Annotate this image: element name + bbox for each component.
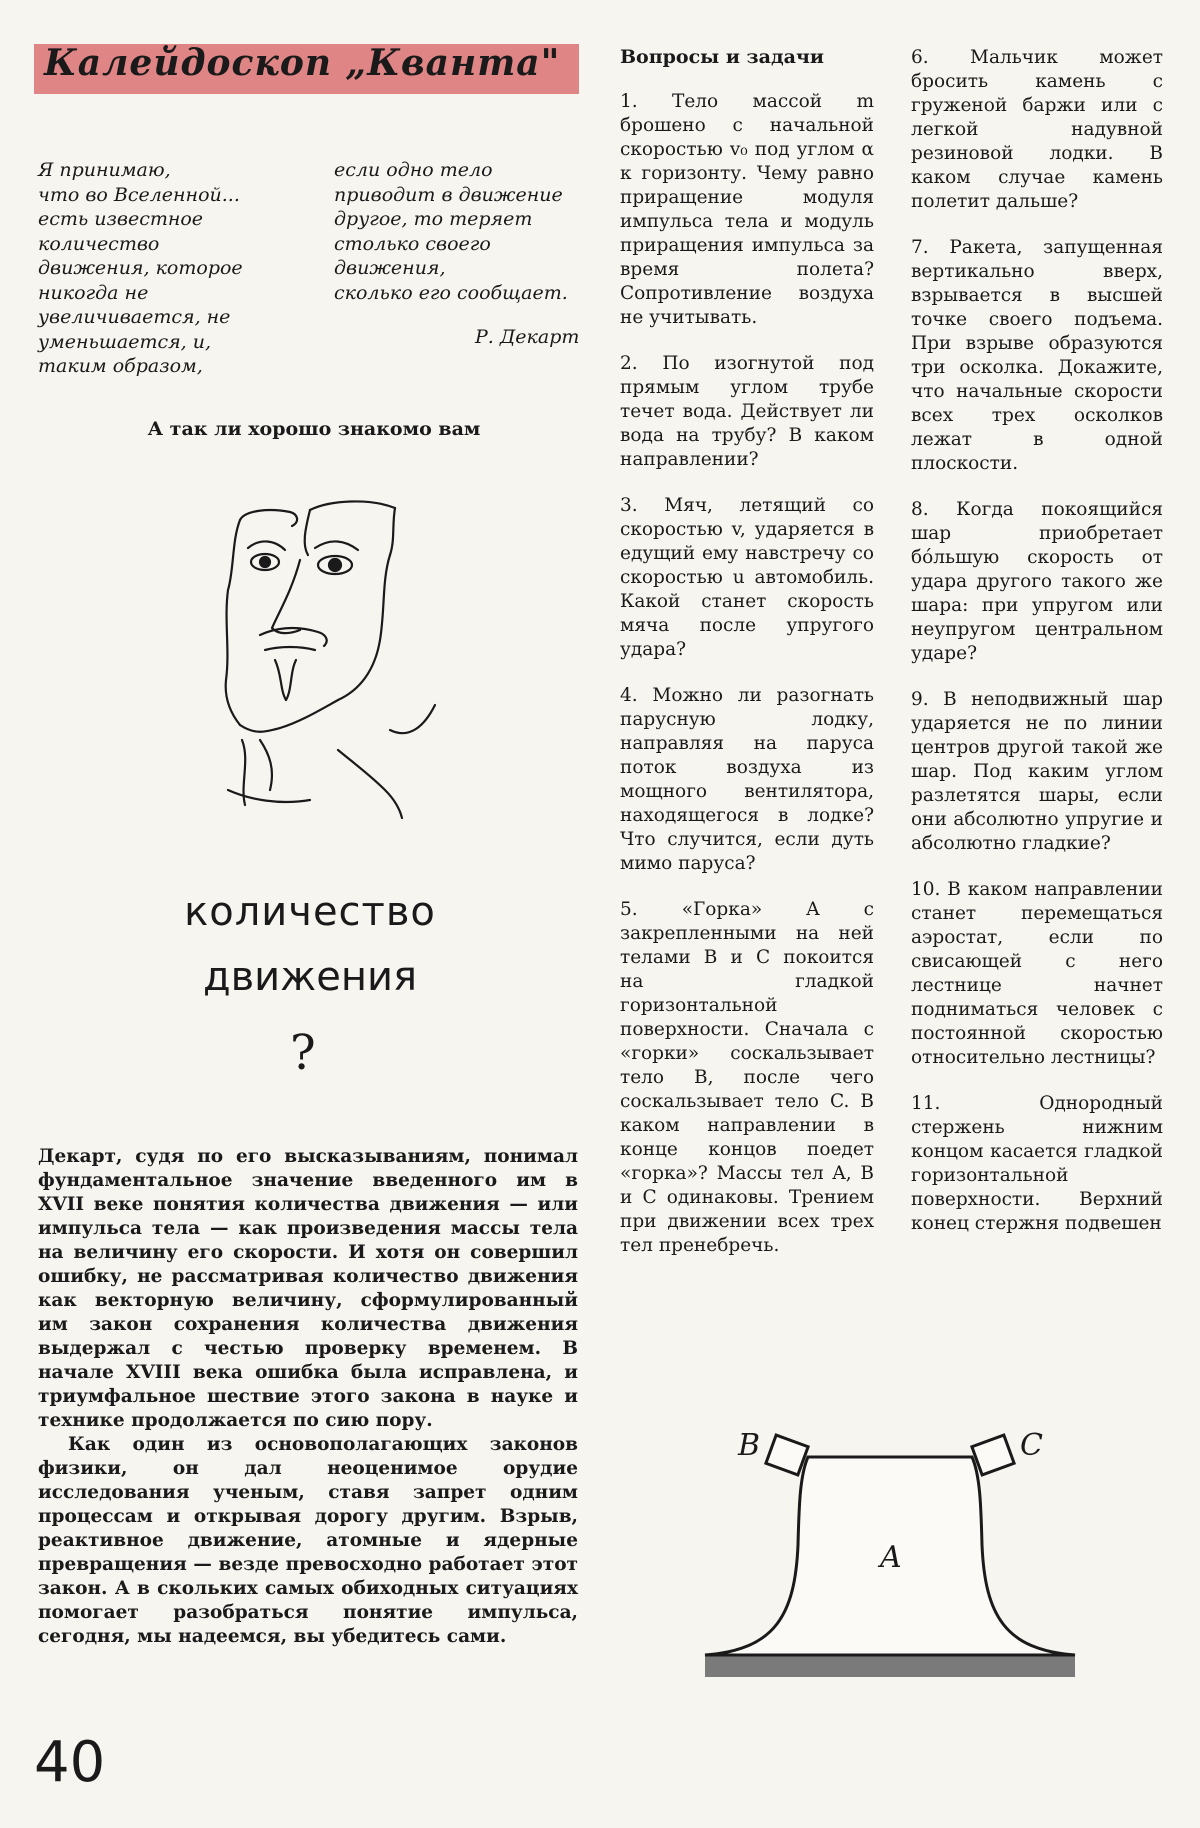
epigraph-line: сколько его сообщает.: [334, 281, 568, 304]
question-item: 9. В неподвижный шар ударяется не по линии центров другой такой же шар. Под каким углом разлетятся шары, если они абсолютно упругие и абсолютно гладкие?: [911, 689, 1163, 854]
epigraph-line: никогда не: [38, 281, 149, 304]
questions-column-3: [911, 46, 1163, 1258]
question-item: 1. Тело массой m брошено с начальной скоростью v₀ под углом α к горизонту. Чему равно приращение модуля импульса тела и модуль приращения импульса за время полета? Сопротивление воздуха не учитывать.: [620, 91, 874, 328]
question-item: 2. По изогнутой под прямым углом трубе течет вода. Действует ли вода на трубу? В каком направлении?: [620, 353, 874, 470]
epigraph-line: количество: [38, 232, 160, 255]
label-c: C: [1020, 1428, 1043, 1463]
epigraph-line: движения, которое: [38, 257, 243, 279]
title-line-2: движения: [202, 954, 418, 1000]
article-title: [110, 880, 510, 1010]
article-body: [38, 1145, 578, 1649]
epigraph-line: есть известное: [38, 208, 204, 230]
epigraph-line: увеличивается, не: [38, 306, 231, 328]
question-item: 7. Ракета, запущенная вертикально вверх, взрывается в высшей точке своего подъема. При взрыве образуются три осколка. Докажите, что начальные скорости всех трех осколков лежат в одной плоскости.: [911, 237, 1163, 474]
questions-column-2: [620, 90, 874, 1280]
epigraph-line: приводит в движение: [334, 183, 563, 206]
descartes-portrait-illustration: [220, 500, 460, 825]
epigraph-author: Р. Декарт: [475, 326, 580, 348]
epigraph-line: Я принимаю,: [38, 159, 171, 181]
body-paragraph: Декарт, судя по его высказываниям, понимал фундаментальное значение введенного им в XVII веке понятия количества движения — или импульса тела — как произведения массы тела на величину его скорости. И хотя он совершил ошибку, не рассматривая количество движения как векторную величину, сформулированный им закон сохранения количества движения выдержал с честью проверку временем. В начале XVIII века ошибка была исправлена, и триумфальное шествие этого закона в науке и технике продолжается по сию пору.: [38, 1146, 578, 1431]
epigraph-line: если одно тело: [334, 159, 493, 181]
epigraph-line: что во Вселенной...: [38, 183, 240, 206]
title-question-mark: ?: [290, 1025, 316, 1081]
question-item: 11. Однородный стержень нижним концом касается гладкой горизонтальной поверхности. Верхний конец стержня подвешен: [911, 1093, 1163, 1234]
epigraph-line: столько своего: [334, 232, 491, 255]
question-item: 6. Мальчик может бросить камень с груженой баржи или с легкой надувной резиновой лодки. В каком случае камень полетит дальше?: [911, 47, 1163, 212]
header-title: Калейдоскоп „Кванта": [44, 42, 561, 84]
questions-heading: Вопросы и задачи: [620, 46, 824, 68]
block-b: [766, 1435, 808, 1475]
epigraph-line: другое, то теряет: [334, 208, 533, 230]
question-item: 8. Когда покоящийся шар приобретает бóльшую скорость от удара другого такого же шара: при упругом или неупругом центральном ударе?: [911, 499, 1163, 664]
block-c: [972, 1435, 1014, 1475]
body-paragraph: Как один из основополагающих законов физики, он дал неоценимое орудие исследования ученым, ставя запрет одним процессам и открывая дорогу другим. Взрыв, реактивное движение, атомные и ядерные превращения — везде превосходно работает этот закон. А в скольких самых обиходных ситуациях помогает разобраться понятие импульса, сегодня, мы надеемся, вы убедитесь сами.: [38, 1434, 578, 1647]
article-subtitle: А так ли хорошо знакомо вам: [147, 418, 481, 440]
title-line-1: количество: [184, 889, 436, 935]
slide-diagram: [700, 1425, 1080, 1685]
label-b: B: [738, 1428, 761, 1463]
question-item: 5. «Горка» A с закрепленными на ней телами B и C покоится на гладкой горизонтальной поверхности. Сначала с «горки» соскальзывает тело B, после чего соскальзывает тело C. В каком направлении в конце концов поедет «горка»? Массы тел A, B и C одинаковы. Трением при движении всех трех тел пренебречь.: [620, 899, 874, 1256]
epigraph-line: уменьшается, и,: [38, 330, 212, 353]
question-item: 10. В каком направлении станет перемещаться аэростат, если по свисающей с него лестнице начнет подниматься человек с постоянной скоростью относительно лестницы?: [911, 879, 1163, 1068]
label-a: A: [880, 1540, 902, 1575]
epigraph-line: таким образом,: [38, 355, 203, 377]
ground-surface: [705, 1655, 1075, 1677]
epigraph-right: [334, 158, 592, 305]
page-number: 40: [34, 1730, 106, 1795]
question-item: 3. Мяч, летящий со скоростью v, ударяется в едущий ему навстречу со скоростью u автомобиль. Какой станет скорость мяча после упругого удара?: [620, 495, 874, 660]
epigraph-line: движения,: [334, 257, 446, 279]
question-item: 4. Можно ли разогнать парусную лодку, направляя на паруса поток воздуха из мощного вентилятора, находящегося в лодке? Что случится, если дуть мимо паруса?: [620, 685, 874, 874]
epigraph-left: [38, 158, 298, 379]
